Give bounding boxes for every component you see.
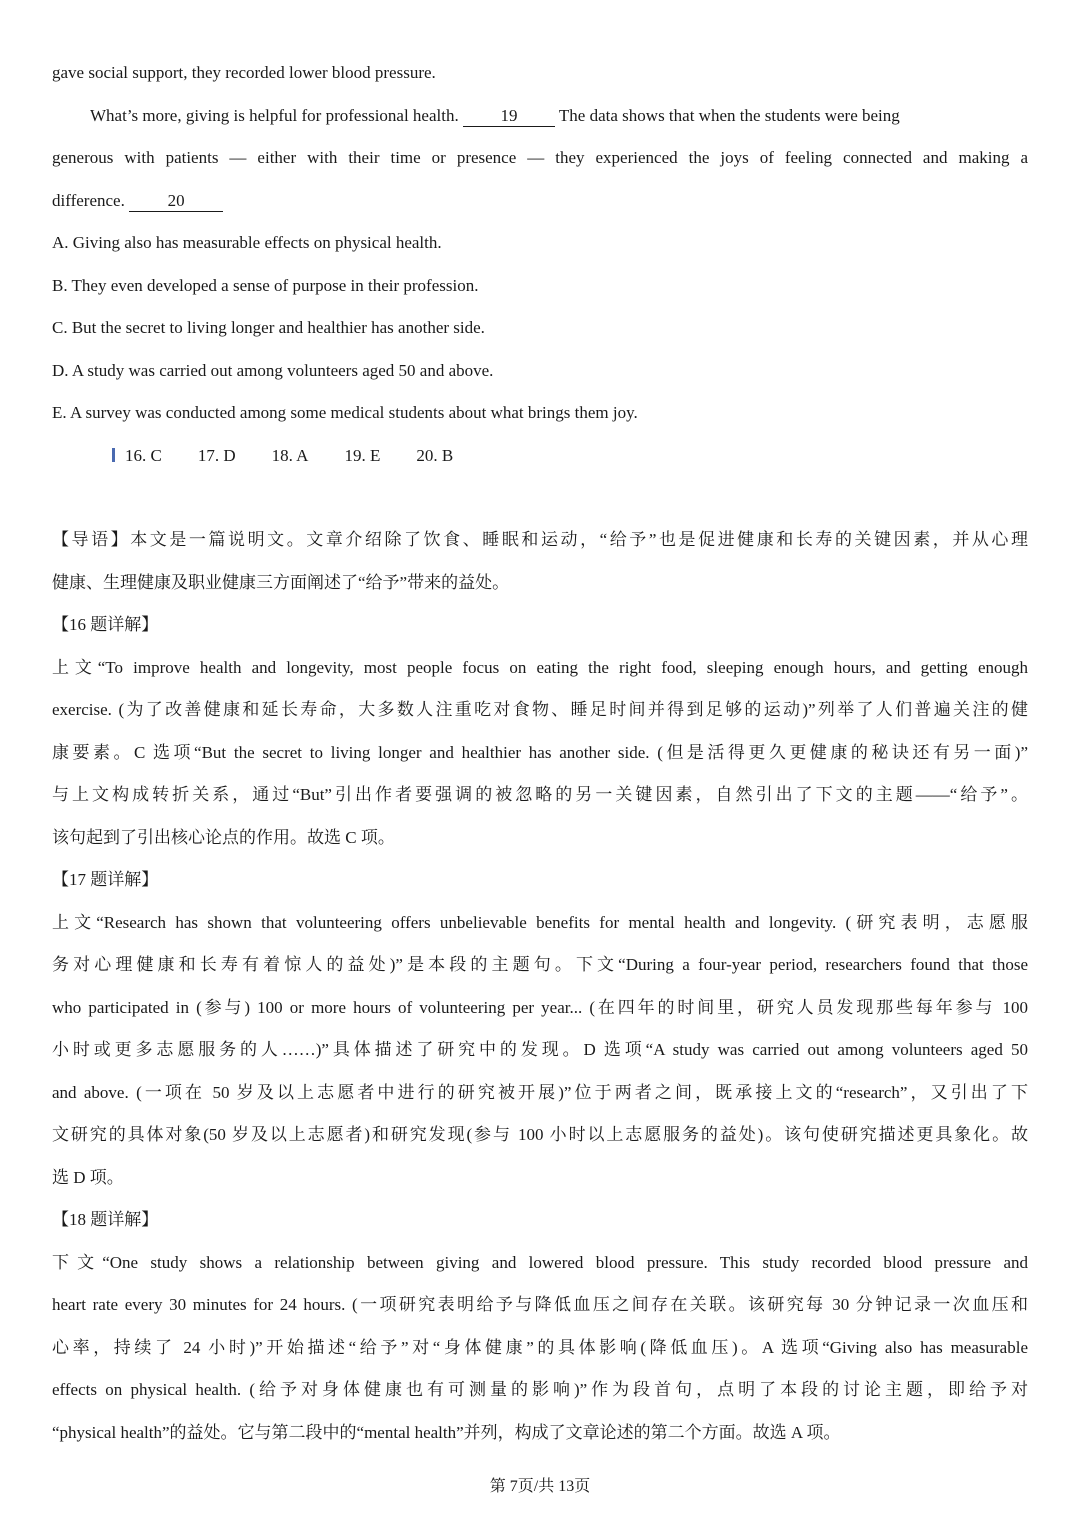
q17-line: 文研究的具体对象(50 岁及以上志愿者)和研究发现(参与 100 小时以上志愿服务的益处)。该句使研究描述更具象化。故 — [52, 1125, 1028, 1144]
passage-line-1: gave social support, they recorded lower blood pressure. — [52, 63, 436, 82]
q18-line: heart rate every 30 minutes for 24 hours. (一项研究表明给予与降低血压之间存在关联。该研究每 30 分钟记录一次血压和 — [52, 1295, 1028, 1314]
option-b: B. They even developed a sense of purpose in their profession. — [52, 275, 479, 295]
intro-line-1: 【导语】本文是一篇说明文。文章介绍除了饮食、睡眠和运动，“给予”也是促进健康和长寿的关键因素，并从心理 — [52, 530, 1028, 549]
answer-key — [52, 435, 1028, 478]
answer-18: 18. A — [271, 445, 309, 465]
q18-line: 下文“One study shows a relationship between giving and lowered blood pressure. This study recorded blood pressure and — [52, 1252, 1028, 1272]
answer-19: 19. E — [344, 445, 381, 465]
q17-line: 上文“Research has shown that volunteering offers unbelievable benefits for mental health and longevity. (研究表明，志愿服 — [52, 912, 1028, 932]
answer-16: 16. C — [125, 445, 162, 465]
passage-line-2 — [52, 95, 1028, 138]
q16-line: 与上文构成转折关系，通过“But”引出作者要强调的被忽略的另一关键因素，自然引出了下文的主题——“给予”。 — [52, 785, 1028, 804]
passage-line-2-pre: What’s more, giving is helpful for professional health. — [90, 105, 463, 125]
option-d: D. A study was carried out among volunteers aged 50 and above. — [52, 360, 494, 380]
q16-line: 康要素。C 选项“But the secret to living longer and healthier has another side. (但是活得更久更健康的秘诀还有另一面)” — [52, 742, 1028, 762]
q16-heading: 【16 题详解】 — [52, 615, 159, 634]
passage-line-4 — [52, 180, 1028, 223]
document-page — [52, 52, 1028, 1454]
passage-line-3: generous with patients — either with their time or presence — they experienced the joys of feeling connected and making a — [52, 148, 1028, 167]
q18-line: effects on physical health. (给予对身体健康也有可测量的影响)”作为段首句，点明了本段的讨论主题，即给予对 — [52, 1380, 1028, 1399]
blank-19: 19 — [463, 106, 555, 127]
q17-line: 小时或更多志愿服务的人……)”具体描述了研究中的发现。D 选项“A study was carried out among volunteers aged 50 — [52, 1040, 1028, 1059]
q17-line: and above. (一项在 50 岁及以上志愿者中进行的研究被开展)”位于两者之间，既承接上文的“research”，又引出了下 — [52, 1082, 1028, 1102]
q18-line: 心率，持续了 24 小时)”开始描述“给予”对“身体健康”的具体影响(降低血压)。A 选项“Giving also has measurable — [52, 1337, 1028, 1357]
q17-line: who participated in (参与) 100 or more hours of volunteering per year... (在四年的时间里，研究人员发现那些每年参与 100 — [52, 997, 1028, 1017]
option-a: A. Giving also has measurable effects on physical health. — [52, 233, 442, 252]
q16-line: 该句起到了引出核心论点的作用。故选 C 项。 — [52, 827, 395, 847]
q17-line: 务对心理健康和长寿有着惊人的益处)”是本段的主题句。下文“During a four-year period, researchers found that those — [52, 955, 1028, 974]
intro-line-2: 健康、生理健康及职业健康三方面阐述了“给予”带来的益处。 — [52, 572, 510, 592]
section-gap — [52, 477, 1028, 519]
option-e: E. A survey was conducted among some medical students about what brings them joy. — [52, 403, 638, 422]
passage-line-2-post: The data shows that when the students were being — [554, 105, 900, 125]
q17-line: 选 D 项。 — [52, 1167, 124, 1187]
q16-line: 上文“To improve health and longevity, most people focus on eating the right food, sleeping enough hours, and getting enough — [52, 657, 1028, 677]
q17-heading: 【17 题详解】 — [52, 870, 159, 889]
passage-line-4-pre: difference. — [52, 190, 130, 210]
option-c: C. But the secret to living longer and healthier has another side. — [52, 318, 485, 337]
page-footer: 第 7页/共 13页 — [489, 1478, 591, 1495]
q18-line: “physical health”的益处。它与第二段中的“mental health”并列，构成了文章论述的第二个方面。故选 A 项。 — [52, 1422, 841, 1442]
answer-17: 17. D — [197, 445, 236, 465]
q18-heading: 【18 题详解】 — [52, 1210, 159, 1229]
q16-line: exercise. (为了改善健康和延长寿命，大多数人注重吃对食物、睡足时间并得到足够的运动)”列举了人们普遍关注的健 — [52, 700, 1028, 719]
answer-20: 20. B — [416, 445, 454, 465]
blank-20: 20 — [129, 191, 223, 212]
answer-marker-icon — [112, 448, 115, 462]
